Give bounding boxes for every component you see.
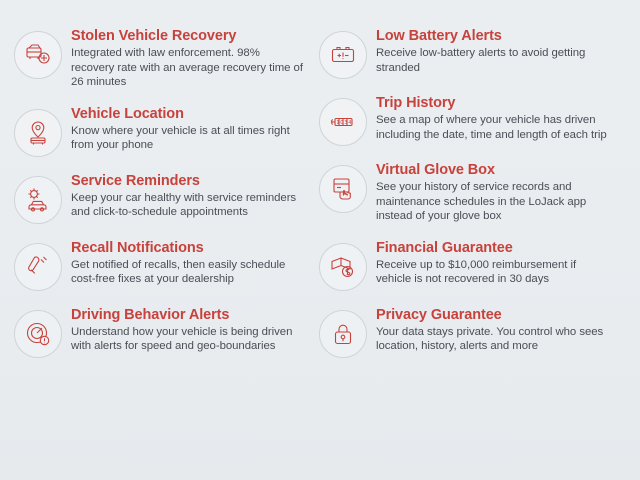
feature-description: Your data stays private. You control who sees location, history, alerts and more (376, 325, 604, 353)
feature-text (71, 238, 305, 287)
financial-guarantee-money-icon (319, 243, 367, 291)
feature-stolen-vehicle-recovery (14, 26, 305, 90)
feature-text (71, 26, 305, 90)
feature-trip-history (319, 93, 610, 146)
feature-text (376, 93, 610, 142)
svg-text:3: 3 (344, 120, 348, 126)
feature-recall-notifications (14, 238, 305, 291)
driving-behavior-alert-icon (14, 310, 62, 358)
service-reminders-gear-car-icon (14, 176, 62, 224)
feature-description: Integrated with law enforcement. 98% recovery rate with an average recovery time of 26 minutes (71, 47, 303, 89)
low-battery-alert-icon (319, 31, 367, 79)
trip-history-odometer-icon (319, 98, 367, 146)
feature-description: See your history of service records and maintenance schedules in the LoJack app instead of your glove box (376, 181, 587, 223)
feature-vehicle-location (14, 104, 305, 157)
svg-text:1: 1 (336, 120, 340, 126)
feature-financial-guarantee (319, 238, 610, 291)
feature-low-battery-alerts (319, 26, 610, 79)
recall-notifications-bell-icon (14, 243, 62, 291)
feature-title: Virtual Glove Box (376, 162, 495, 178)
feature-description: Understand how your vehicle is being driven with alerts for speed and geo-boundaries (71, 325, 293, 353)
feature-title: Low Battery Alerts (376, 28, 502, 44)
feature-text (71, 171, 305, 220)
feature-text (71, 104, 305, 153)
feature-description: Receive low-battery alerts to avoid getting stranded (376, 47, 586, 74)
feature-title: Driving Behavior Alerts (71, 306, 230, 323)
feature-service-reminders (14, 171, 305, 224)
feature-title: Service Reminders (71, 172, 200, 189)
feature-description: Get notified of recalls, then easily schedule cost-free fixes at your dealership (71, 258, 286, 286)
feature-privacy-guarantee (319, 305, 610, 358)
feature-virtual-glove-box (319, 160, 610, 224)
feature-title: Stolen Vehicle Recovery (71, 28, 237, 44)
feature-description: Keep your car healthy with service reminders and click-to-schedule appointments (71, 191, 297, 219)
vehicle-location-pin-icon (14, 109, 62, 157)
virtual-glove-box-icon (319, 165, 367, 213)
privacy-guarantee-lock-icon (319, 310, 367, 358)
feature-grid (0, 26, 640, 372)
feature-description: Receive up to $10,000 reimbursement if vehicle is not recovered in 30 days (376, 258, 577, 286)
feature-text (376, 238, 610, 287)
feature-title: Vehicle Location (71, 105, 184, 122)
stolen-vehicle-recovery-icon (14, 31, 62, 79)
feature-driving-behavior-alerts (14, 305, 305, 358)
svg-text:0: 0 (340, 120, 344, 126)
feature-title: Financial Guarantee (376, 239, 513, 256)
feature-title: Privacy Guarantee (376, 306, 502, 323)
feature-title: Trip History (376, 95, 456, 111)
left-column (0, 26, 305, 372)
feature-text (376, 26, 610, 75)
feature-text (376, 160, 610, 224)
feature-text (71, 305, 305, 354)
svg-text:4: 4 (348, 120, 352, 126)
right-column (305, 26, 610, 372)
feature-description: Know where your vehicle is at all times right from your phone (71, 124, 290, 152)
feature-text (376, 305, 610, 354)
feature-title: Recall Notifications (71, 239, 204, 256)
feature-description: See a map of where your vehicle has driven including the date, time and length of each trip (376, 114, 607, 141)
